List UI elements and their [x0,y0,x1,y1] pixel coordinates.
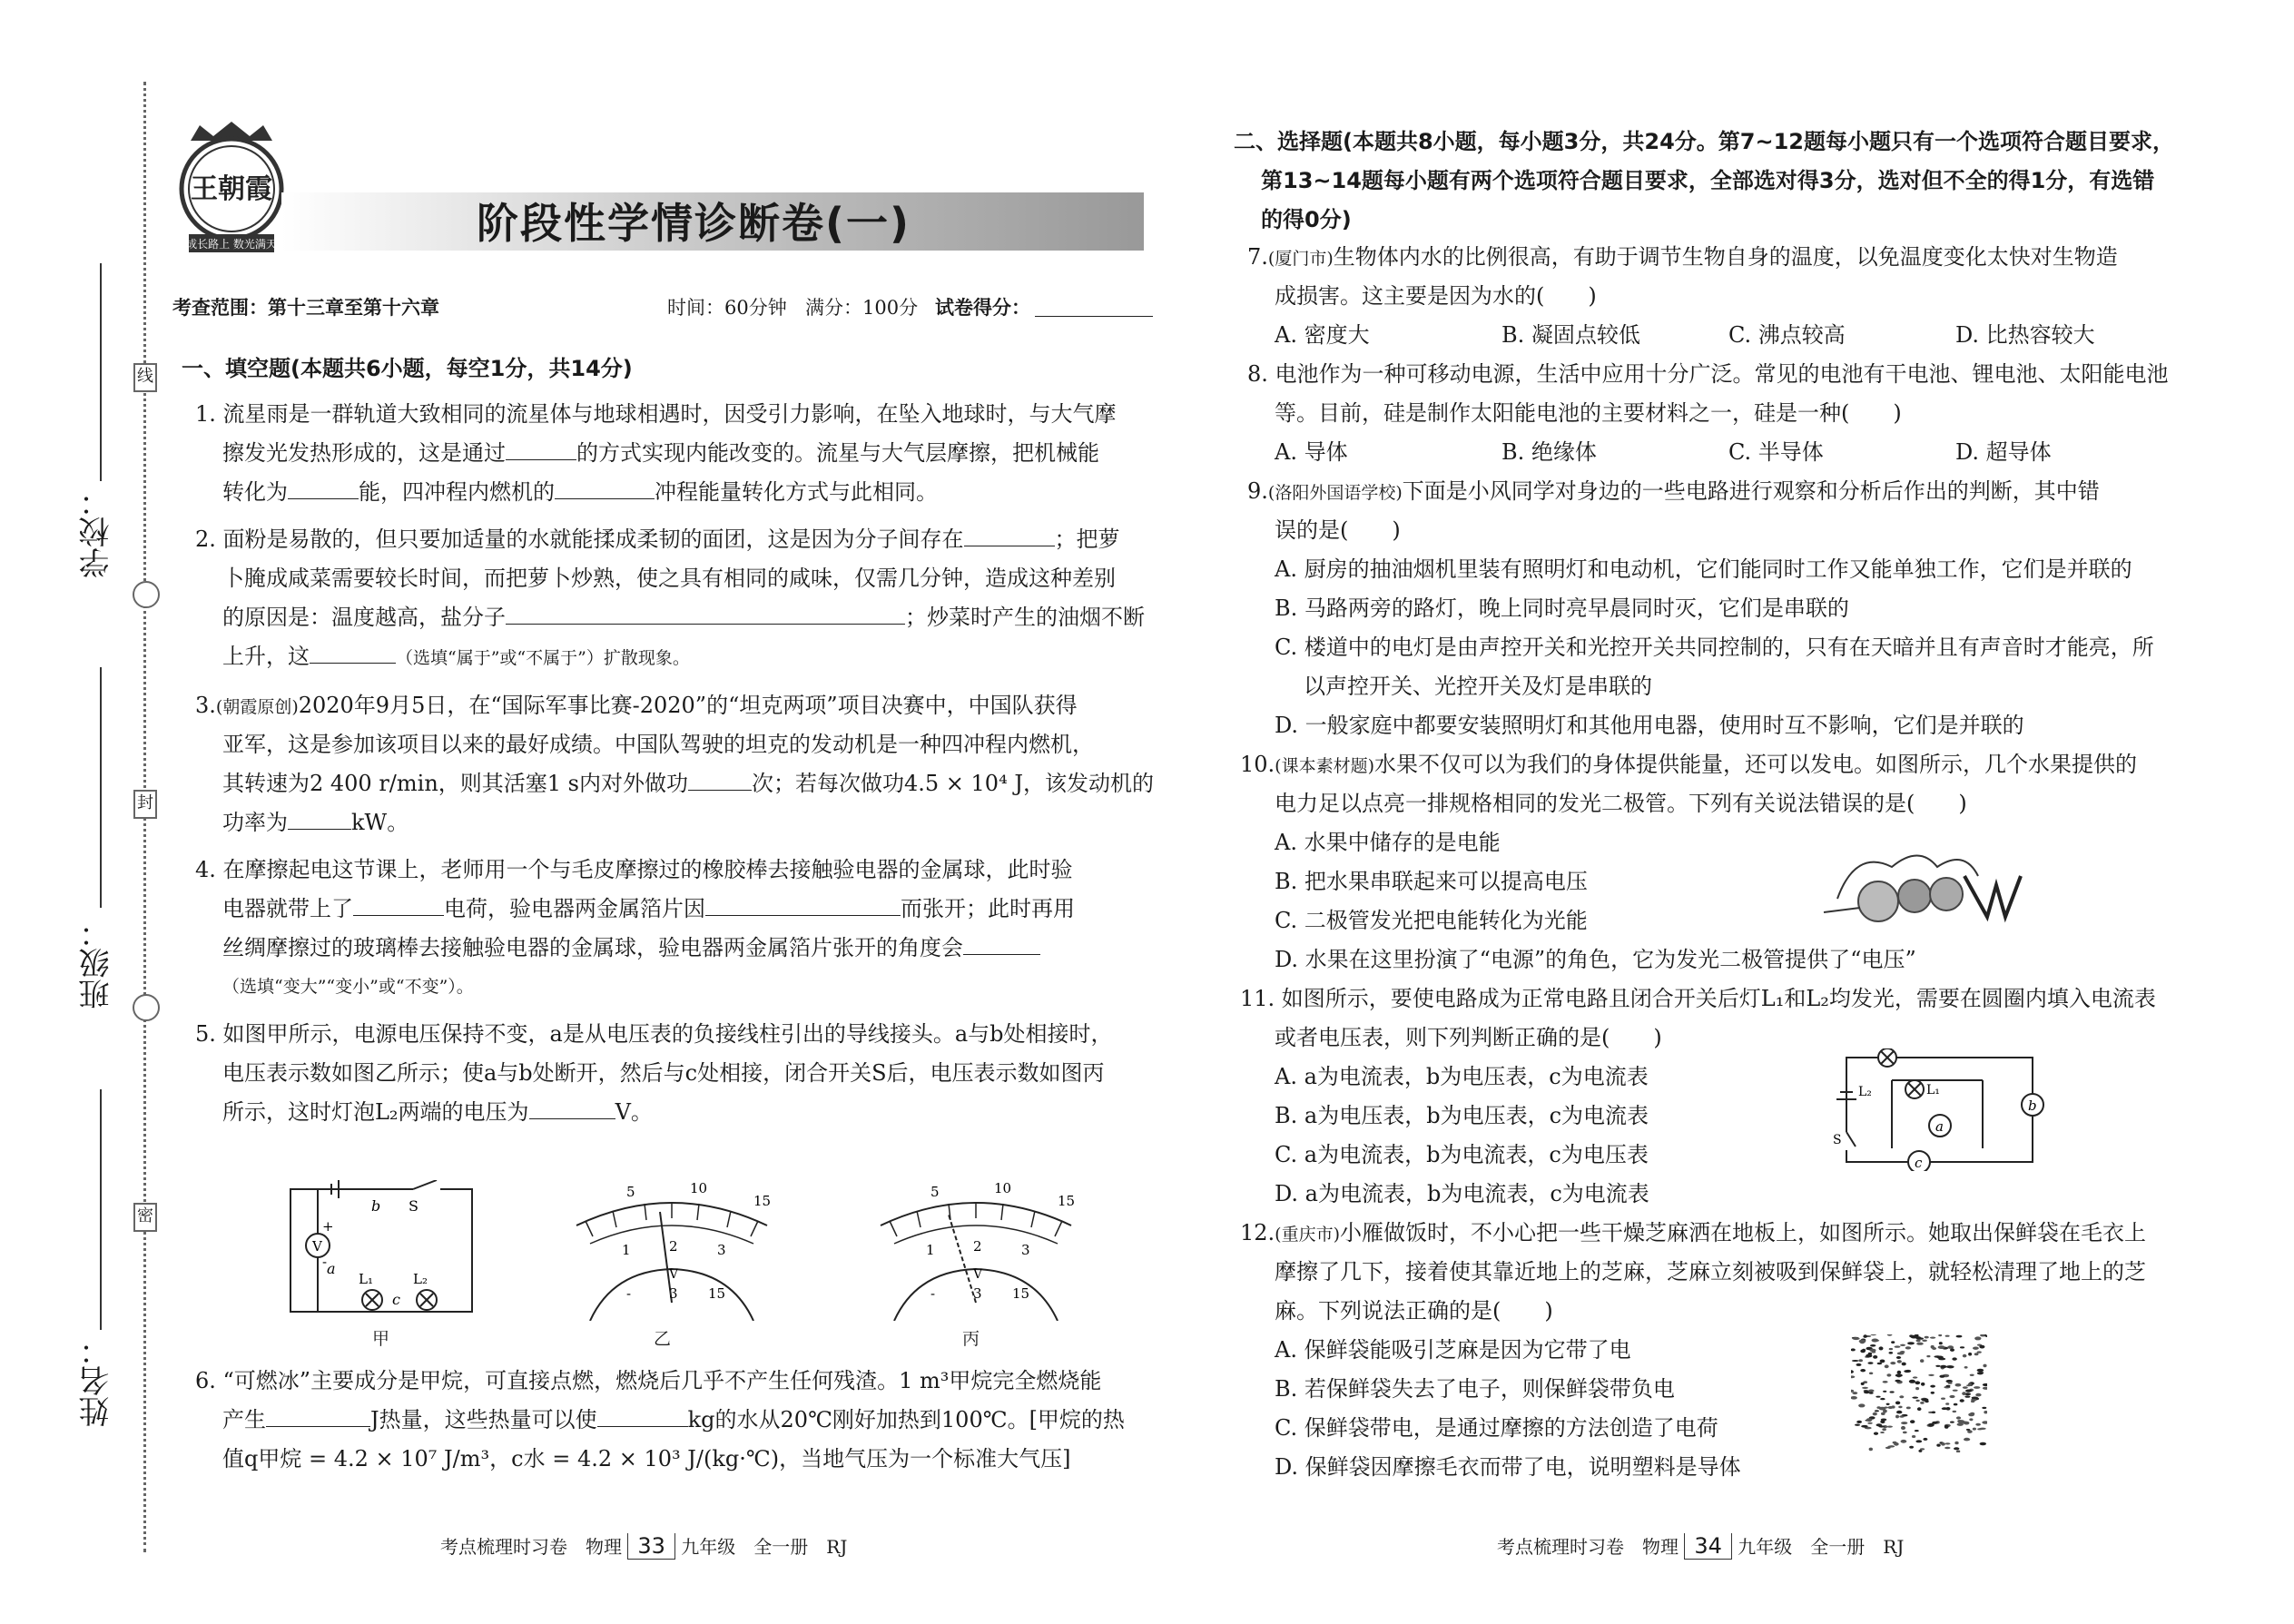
q7-option-c[interactable]: C. 沸点较高 [1728,322,1846,348]
svg-text:10: 10 [690,1180,708,1196]
q1-line2: 擦发光发热形成的，这是通过 的方式实现内能改变的。流星与大气层摩擦，把机械能 [222,434,1099,473]
page-title: 阶段性学情诊断卷(一) [477,199,911,248]
binding-tag: 密 [133,1203,157,1232]
svg-text:15: 15 [1012,1285,1030,1302]
q12-line2: 摩擦了几下，接着使其靠近地上的芝麻，芝麻立刻被吸到保鲜袋上，就轻松清理了地上的芝 [1275,1259,2146,1284]
q2-line1: 2. 面粉是易散的，但只要加适量的水就能揉成柔韧的面团，这是因为分子间存在 ；把萝 [195,520,1120,559]
svg-text:-: - [626,1285,632,1302]
exam-score-label: 试卷得分： [935,297,1030,319]
binding-tag: 线 [133,363,157,392]
binding-tag: 封 [133,790,157,819]
brand-logo [163,118,300,263]
section2-line1: 二、选择题(本题共8小题，每小题3分，共24分。第7~12题每小题只有一个选项符合题目要求， [1234,129,2174,154]
q11-circuit [1833,1048,2046,1171]
name-label: 姓名： [79,1334,115,1427]
q12-line1: 12.(重庆市)小雁做饭时，不小心把一些干燥芝麻洒在地板上，如图所示。她取出保鲜袋在毛衣上 [1240,1220,2146,1245]
q2-line3: 的原因是：温度越高，盐分子 ；炒菜时产生的油烟不断 [222,598,1145,637]
svg-text:b: b [371,1197,381,1215]
q2-blank3[interactable] [310,637,396,664]
svg-text:-: - [322,1254,328,1270]
svg-text:15: 15 [708,1285,726,1302]
svg-text:2: 2 [669,1238,678,1255]
section1-heading: 一、填空题(本题共6小题，每空1分，共14分) [182,356,633,381]
q9-option-b[interactable]: B. 马路两旁的路灯，晚上同时亮早晨同时灭，它们是串联的 [1275,595,1849,621]
svg-text:10: 10 [994,1180,1012,1196]
right-page [1147,0,2294,1624]
q1-line3: 转化为 能，四冲程内燃机的 冲程能量转化方式与此相同。 [222,473,938,512]
svg-text:S: S [1833,1133,1842,1147]
svg-text:5: 5 [626,1184,635,1200]
svg-text:L₂: L₂ [413,1271,428,1287]
footer-grade: 九年级 全一册 RJ [1738,1536,1905,1558]
svg-text:b: b [2028,1097,2037,1114]
q10-line1: 10.(课本素材题)水果不仅可以为我们的身体提供能量，还可以发电。如图所示，几个水果提供的 [1240,752,2137,777]
section2-line3: 的得0分) [1261,207,1352,232]
q8-option-b[interactable]: B. 绝缘体 [1501,439,1597,465]
q2-line4: 上升，这 （选填“属于”或“不属于”）扩散现象。 [222,637,690,678]
left-footer [440,1532,847,1560]
svg-text:5: 5 [930,1184,940,1200]
q7-line2: 成损害。这主要是因为水的( ) [1275,283,1597,309]
q6-line1: 6. “可燃冰”主要成分是甲烷，可直接点燃，燃烧后几乎不产生任何残渣。1 m³甲烷完全燃烧能 [195,1368,1102,1393]
binding-hole [133,994,160,1021]
page-number: 33 [627,1533,675,1560]
q9-source: (洛阳外国语学校) [1267,483,1403,503]
svg-text:a: a [1935,1118,1944,1135]
svg-text:2: 2 [973,1238,982,1255]
q1-blank2[interactable] [288,473,359,499]
q3-line4: 功率为 kW。 [222,803,409,842]
q10-source: (课本素材题) [1275,756,1374,776]
q10-option-a[interactable]: A. 水果中储存的是电能 [1275,830,1501,855]
q1-blank1[interactable] [506,434,576,460]
q3-source: (朝霞原创) [215,697,299,717]
svg-text:c: c [392,1291,400,1308]
name-field[interactable] [100,1089,102,1330]
section2-line2: 第13~14题每小题有两个选项符合题目要求，全部选对得3分，选对但不全的得1分，有选错 [1261,168,2155,193]
q12-option-d[interactable]: D. 保鲜袋因摩擦毛衣而带了电，说明塑料是导体 [1275,1454,1741,1480]
q7-source: (厦门市) [1267,249,1334,269]
q6-blank1[interactable] [266,1401,370,1427]
exam-full-score: 满分：100分 [805,297,919,319]
q5-line2: 电压表示数如图乙所示；使a与b处断开，然后与c处相接，闭合开关S后，电压表示数如图丙 [222,1060,1105,1086]
q11-line1: 11. 如图所示，要使电路成为正常电路且闭合开关后灯L₁和L₂均发光，需要在圆圈内填入电流表 [1240,986,2156,1011]
svg-text:V: V [669,1267,679,1282]
q3-line3: 其转速为2 400 r/min，则其活塞1 s内对外做功 次；若每次做功4.5 × 10⁴ J，该发动机的 [222,764,1154,803]
svg-text:L₂: L₂ [1858,1085,1872,1099]
q4-blank2[interactable] [705,890,901,916]
q10-option-b[interactable]: B. 把水果串联起来可以提高电压 [1275,869,1588,894]
svg-text:1: 1 [926,1242,935,1258]
q5-blank1[interactable] [529,1093,615,1119]
svg-text:-: - [930,1285,936,1302]
q10-option-d[interactable]: D. 水果在这里扮演了“电源”的角色，它为发光二极管提供了“电压” [1275,947,1916,972]
exam-time: 时间：60分钟 [667,297,787,319]
q12-option-b[interactable]: B. 若保鲜袋失去了电子，则保鲜袋带负电 [1275,1376,1675,1402]
page-number: 34 [1684,1533,1732,1560]
right-footer [1497,1532,1904,1560]
q12-option-a[interactable]: A. 保鲜袋能吸引芝麻是因为它带了电 [1275,1337,1631,1363]
q4-blank3[interactable] [963,929,1040,955]
q7-option-a[interactable]: A. 密度大 [1275,322,1370,348]
svg-text:3: 3 [669,1285,678,1302]
q4-line4: （选填“变大”“变小”或“不变”）。 [222,977,474,997]
svg-text:V: V [973,1267,983,1282]
q6-blank2[interactable] [597,1401,688,1427]
school-label: 学校： [79,486,115,578]
svg-text:L₁: L₁ [1926,1083,1940,1097]
q12-option-c[interactable]: C. 保鲜袋带电，是通过摩擦的方法创造了电荷 [1275,1415,1718,1441]
class-field[interactable] [100,667,102,908]
q5-line3: 所示，这时灯泡L₂两端的电压为 V。 [222,1093,653,1132]
q7-option-b[interactable]: B. 凝固点较低 [1501,322,1640,348]
q7-line1: 7.(厦门市)生物体内水的比例很高，有助于调节生物自身的温度，以免温度变化太快对生物造 [1247,244,2118,270]
q12-line3: 麻。下列说法正确的是( ) [1275,1298,1553,1324]
fig-label-bing: 丙 [962,1329,980,1349]
q3-line2: 亚军，这是参加该项目以来的最好成绩。中国队驾驶的坦克的发动机是一种四冲程内燃机， [222,732,1094,757]
q8-line1: 8. 电池作为一种可移动电源，生活中应用十分广泛。常见的电池有干电池、锂电池、太阳能电池 [1247,361,2169,387]
q8-option-a[interactable]: A. 导体 [1275,439,1348,465]
svg-text:V: V [312,1238,322,1255]
logo-motto-text: 成长路上 数光满天 [186,238,277,251]
q9-option-a[interactable]: A. 厨房的抽油烟机里装有照明灯和电动机，它们能同时工作又能单独工作，它们是并联的 [1275,556,2132,582]
svg-text:3: 3 [973,1285,982,1302]
q11-option-c[interactable]: C. a为电流表，b为电流表，c为电压表 [1275,1142,1649,1167]
q4-line3: 丝绸摩擦过的玻璃棒去接触验电器的金属球，验电器两金属箔片张开的角度会 [222,929,1040,968]
svg-text:c: c [1915,1155,1923,1171]
svg-text:a: a [327,1260,336,1277]
fruit-battery-image [1819,831,2033,935]
q8-line2: 等。目前，硅是制作太阳能电池的主要材料之一，硅是一种( ) [1275,400,1902,426]
class-label: 班级： [79,917,115,1009]
q9-line1: 9.(洛阳外国语学校)下面是小风同学对身边的一些电路进行观察和分析后作出的判断，其中错 [1247,478,2100,504]
logo-brand-text: 王朝霞 [191,173,272,205]
q6-line3: 值q甲烷 = 4.2 × 10⁷ J/m³，c水 = 4.2 × 10³ J/(kg·℃)，当地气压为一个标准大气压] [222,1446,1071,1471]
fig-label-jia: 甲 [372,1329,390,1349]
q1-blank3[interactable] [555,473,655,499]
score-field[interactable] [1035,316,1153,317]
binding-hole [133,581,160,608]
svg-text:15: 15 [1058,1193,1076,1209]
q11-line2: 或者电压表，则下列判断正确的是( ) [1275,1025,1662,1050]
q12-source: (重庆市) [1275,1225,1340,1245]
q10-option-c[interactable]: C. 二极管发光把电能转化为光能 [1275,908,1588,933]
svg-text:15: 15 [753,1193,772,1209]
q11-option-d[interactable]: D. a为电流表，b为电流表，c为电流表 [1275,1181,1649,1206]
q5-circuit-jia [277,1180,486,1321]
svg-text:3: 3 [717,1242,726,1258]
q3-blank2[interactable] [288,803,351,830]
q8-option-d[interactable]: D. 超导体 [1955,439,2052,465]
q7-option-d[interactable]: D. 比热容较大 [1955,322,2095,348]
exam-scope: 考查范围：第十三章至第十六章 [172,297,439,319]
q2-line2: 卜腌成咸菜需要较长时间，而把萝卜炒熟，使之具有相同的咸味，仅需几分钟，造成这种差别 [222,566,1116,591]
q4-line2: 电器就带上了 电荷，验电器两金属箔片因 而张开；此时再用 [222,890,1075,929]
svg-text:L₁: L₁ [359,1271,373,1287]
fig-label-yi: 乙 [654,1329,672,1349]
q3-line1: 3.(朝霞原创)2020年9月5日，在“国际军事比赛-2020”的“坦克两项”项目决赛中，中国队获得 [195,693,1078,718]
svg-text:+: + [322,1218,334,1235]
q11-option-b[interactable]: B. a为电压表，b为电压表，c为电流表 [1275,1103,1649,1128]
q5-voltmeter-yi [558,1171,785,1321]
q9-option-d[interactable]: D. 一般家庭中都要安装照明灯和其他用电器，使用时互不影响，它们是并联的 [1275,713,2024,738]
school-field[interactable] [100,263,102,481]
svg-text:S: S [409,1197,418,1215]
footer-grade: 九年级 全一册 RJ [681,1536,848,1558]
sesame-photo [1851,1334,1987,1452]
q9-option-c[interactable]: C. 楼道中的电灯是由声控开关和光控开关共同控制的，只有在天暗并且有声音时才能亮，所 [1275,635,2154,660]
q11-option-a[interactable]: A. a为电流表，b为电压表，c为电流表 [1275,1064,1649,1089]
q5-voltmeter-bing [862,1171,1089,1321]
q8-option-c[interactable]: C. 半导体 [1728,439,1824,465]
q1-line1: 1. 流星雨是一群轨道大致相同的流星体与地球相遇时，因受引力影响，在坠入地球时，与大气摩 [195,401,1117,427]
q9-option-c-cont: 以声控开关、光控开关及灯是串联的 [1304,674,1652,699]
q9-line2: 误的是( ) [1275,517,1401,543]
q6-line2: 产生 J热量，这些热量可以使 kg的水从20℃刚好加热到100℃。[甲烷的热 [222,1401,1125,1440]
q3-blank1[interactable] [688,764,752,791]
q4-blank1[interactable] [353,890,444,916]
svg-text:3: 3 [1021,1242,1030,1258]
q2-blank2[interactable] [506,598,905,625]
q10-line2: 电力足以点亮一排规格相同的发光二极管。下列有关说法错误的是( ) [1275,791,1967,816]
q2-blank1[interactable] [964,520,1055,546]
q4-line1: 4. 在摩擦起电这节课上，老师用一个与毛皮摩擦过的橡胶棒去接触验电器的金属球，此时验 [195,857,1073,882]
footer-series: 考点梳理时习卷 物理 [1497,1536,1679,1558]
q5-line1: 5. 如图甲所示，电源电压保持不变，a是从电压表的负接线柱引出的导线接头。a与b处相接时， [195,1021,1113,1047]
svg-text:1: 1 [622,1242,631,1258]
footer-series: 考点梳理时习卷 物理 [440,1536,622,1558]
